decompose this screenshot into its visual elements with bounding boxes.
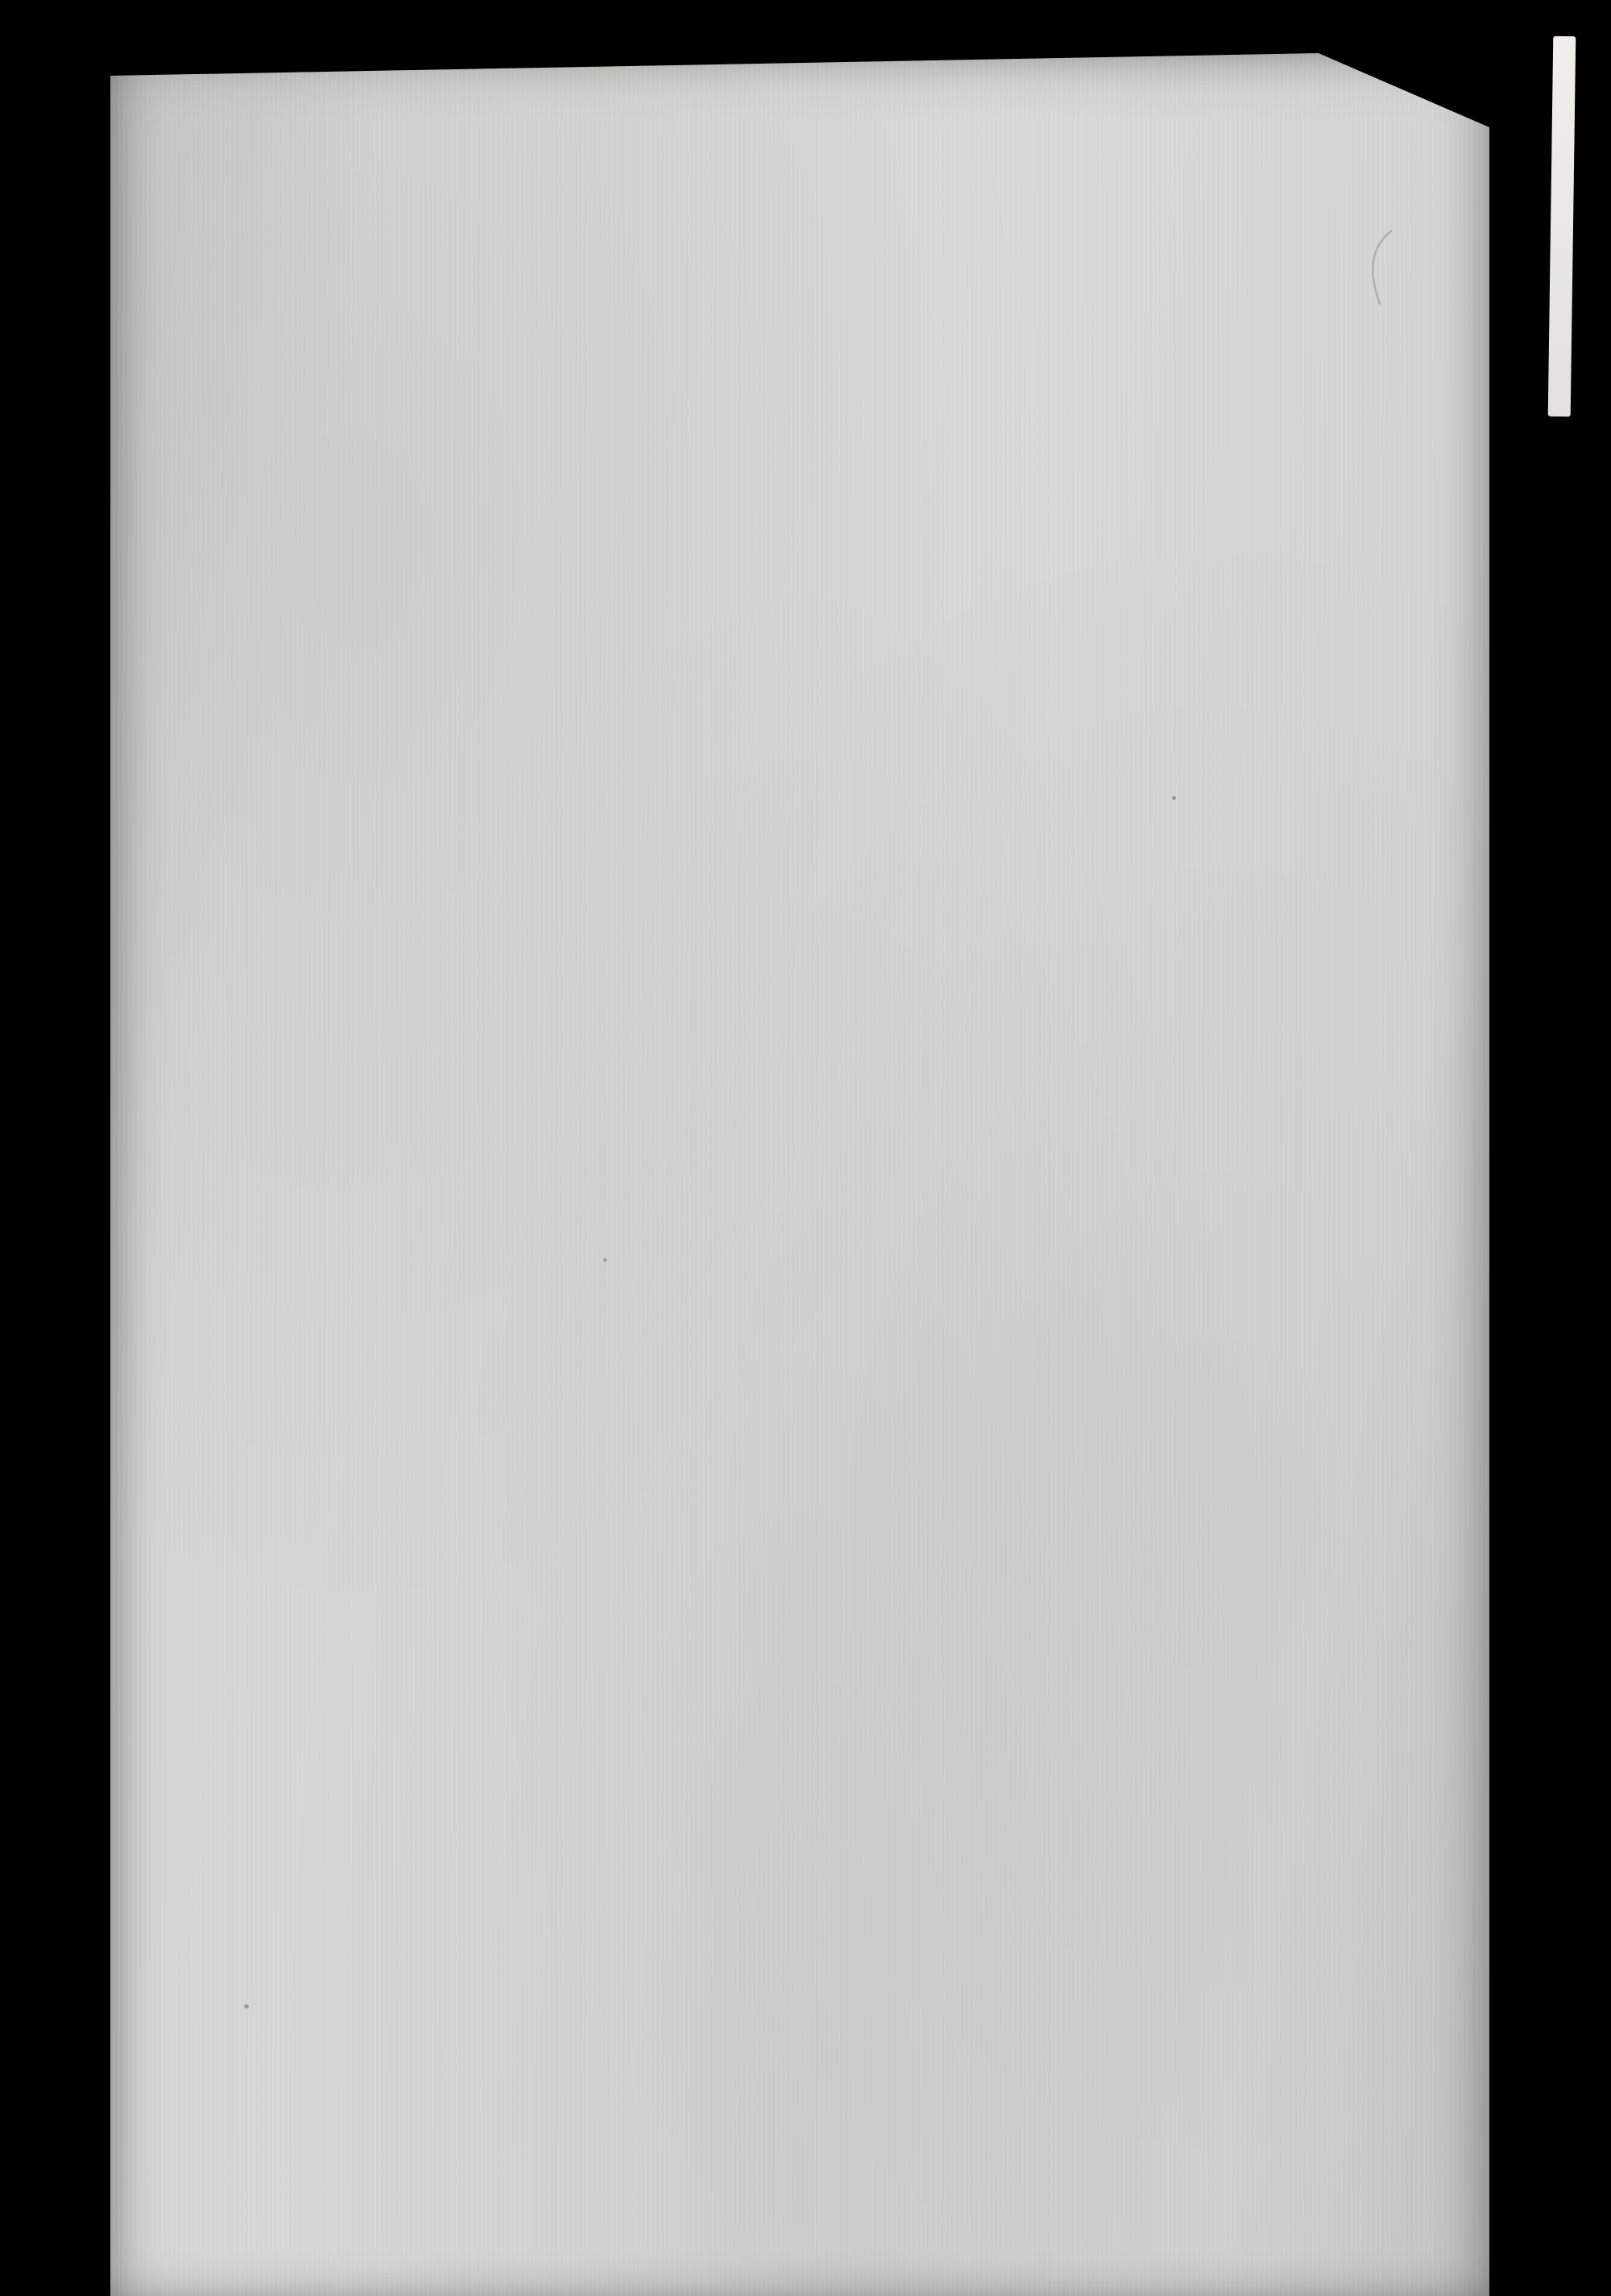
section-heading xyxy=(110,209,1331,250)
paper-grain-overlay xyxy=(110,48,1489,2296)
paper-speck xyxy=(244,2004,249,2008)
paper-speck xyxy=(603,1258,607,1262)
paper-speck xyxy=(1172,796,1176,800)
directory-page xyxy=(110,48,1489,2296)
pencil-mark xyxy=(1364,230,1399,307)
adjacent-page-edge xyxy=(1548,36,1576,417)
directory-text-column xyxy=(110,180,1331,261)
